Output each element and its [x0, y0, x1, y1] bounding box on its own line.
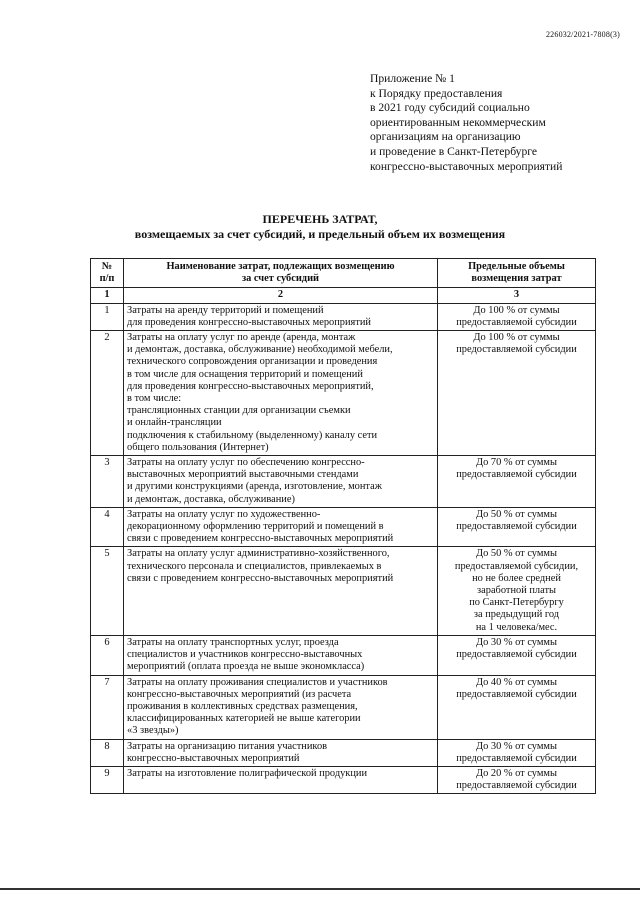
row-number: 5	[91, 547, 124, 635]
header-num	[91, 259, 124, 288]
header-row	[91, 259, 596, 288]
cost-name-cell	[124, 331, 438, 456]
limit-cell	[438, 547, 596, 635]
cost-name-line: связи с проведением конгрессно-выставочных мероприятий	[127, 533, 394, 545]
limit-cell	[438, 675, 596, 739]
cost-name-cell	[124, 766, 438, 793]
limit-line: предоставляемой субсидии	[456, 469, 577, 481]
appendix-line: и проведение в Санкт-Петербурге	[370, 144, 537, 158]
document-id: 226032/2021-7808(3)	[545, 30, 620, 39]
cost-name-line: и другими конструкциями (аренда, изготовление, монтаж	[127, 481, 382, 493]
cost-name-line: выставочных мероприятий выставочными стендами	[127, 469, 359, 481]
cost-name-line: «3 звезды»)	[127, 725, 179, 737]
limit-line: До 20 % от суммы	[476, 767, 557, 779]
column-number: 1	[91, 288, 124, 303]
header-text: Предельные объемы	[468, 261, 565, 272]
cost-name-line: конгрессно-выставочных мероприятий (из расчета	[127, 688, 352, 700]
cost-name-line: Затраты на оплату транспортных услуг, проезда	[127, 636, 339, 648]
cost-name-line: проживания в коллективных средствах размещения,	[127, 700, 358, 712]
table-row	[91, 507, 596, 547]
cost-name-line: Затраты на оплату услуг по аренде (аренда, монтаж	[127, 332, 356, 344]
limit-line: До 100 % от суммы	[473, 304, 560, 316]
cost-name-line: конгрессно-выставочных мероприятий	[127, 752, 300, 764]
cost-name-line: мероприятий (оплата проезда не выше экономкласса)	[127, 661, 365, 673]
table-row	[91, 739, 596, 766]
row-number: 7	[91, 675, 124, 739]
header-limit	[438, 259, 596, 288]
cost-table	[90, 258, 596, 794]
limit-cell	[438, 303, 596, 330]
cost-name-line: общего пользования (Интернет)	[127, 441, 269, 453]
appendix-line: конгрессно-выставочных мероприятий	[370, 159, 563, 173]
cost-name-line: подключения к стабильному (выделенному) каналу сети	[127, 429, 378, 441]
table-row	[91, 635, 596, 675]
limit-line: предоставляемой субсидии	[456, 688, 577, 700]
cost-name-line: для проведения конгрессно-выставочных мероприятий	[127, 316, 371, 328]
header-text: возмещения затрат	[471, 273, 562, 285]
appendix-line: ориентированным некоммерческим	[370, 115, 546, 129]
column-number: 3	[438, 288, 596, 303]
cost-name-line: и демонтаж, доставка, обслуживание)	[127, 493, 295, 505]
appendix-note	[370, 72, 630, 174]
table-row	[91, 547, 596, 635]
limit-line: предоставляемой субсидии	[456, 521, 577, 533]
title-line-2: возмещаемых за счет субсидий, и предельный объем их возмещения	[134, 227, 506, 241]
table-row	[91, 456, 596, 508]
limit-line: предоставляемой субсидии	[456, 649, 577, 661]
limit-line: за предыдущий год	[473, 609, 560, 621]
row-number: 9	[91, 766, 124, 793]
cost-name-line: трансляционных станции для организации съемки	[127, 405, 351, 417]
appendix-line: организациям на организацию	[370, 130, 521, 144]
limit-cell	[438, 507, 596, 547]
limit-line: предоставляемой субсидии	[456, 752, 577, 764]
cost-name-line: и онлайн-трансляции	[127, 417, 222, 429]
cost-name-line: связи с проведением конгрессно-выставочных мероприятий	[127, 572, 394, 584]
limit-line: заработной платы	[477, 585, 556, 597]
cost-name-cell	[124, 739, 438, 766]
cost-name-line: для проведения конгрессно-выставочных мероприятий,	[127, 380, 374, 392]
column-number-row	[91, 288, 596, 303]
column-number: 2	[124, 288, 438, 303]
limit-line: До 40 % от суммы	[476, 676, 557, 688]
limit-cell	[438, 331, 596, 456]
limit-line: предоставляемой субсидии,	[454, 560, 579, 572]
limit-cell	[438, 456, 596, 508]
cost-name-line: Затраты на оплату услуг по художественно-	[127, 508, 321, 520]
limit-line: До 50 % от суммы	[476, 508, 557, 520]
header-name	[124, 259, 438, 288]
cost-name-cell	[124, 547, 438, 635]
cost-name-line: Затраты на оплату проживания специалистов и участников	[127, 676, 388, 688]
cost-name-cell	[124, 675, 438, 739]
title-line-1: ПЕРЕЧЕНЬ ЗАТРАТ,	[262, 212, 378, 226]
cost-name-line: Затраты на изготовление полиграфической продукции	[127, 767, 368, 779]
table-row	[91, 766, 596, 793]
limit-line: До 70 % от суммы	[476, 457, 557, 469]
cost-name-line: в том числе для оснащения территорий и помещений	[127, 368, 363, 380]
limit-line: До 100 % от суммы	[473, 332, 560, 344]
cost-name-line: технического персонала и специалистов, привлекаемых в	[127, 560, 382, 572]
limit-line: но не более средней	[472, 572, 561, 584]
row-number: 6	[91, 635, 124, 675]
limit-line: предоставляемой субсидии	[456, 344, 577, 356]
appendix-line: Приложение № 1	[370, 72, 455, 85]
header-text: за счет субсидий	[241, 273, 320, 285]
limit-cell	[438, 766, 596, 793]
cost-name-cell	[124, 456, 438, 508]
limit-line: предоставляемой субсидии	[456, 316, 577, 328]
limit-line: по Санкт-Петербургу	[469, 597, 564, 609]
cost-name-line: технического сопровождения организации и проведения	[127, 356, 378, 368]
row-number: 8	[91, 739, 124, 766]
row-number: 2	[91, 331, 124, 456]
table-row	[91, 303, 596, 330]
limit-line: До 30 % от суммы	[476, 636, 557, 648]
bottom-rule	[0, 888, 640, 890]
cost-name-line: Затраты на оплату услуг по обеспечению конгрессно-	[127, 457, 365, 469]
cost-name-cell	[124, 635, 438, 675]
row-number: 4	[91, 507, 124, 547]
header-text: №	[101, 261, 113, 272]
cost-name-line: в том числе:	[127, 393, 182, 405]
limit-cell	[438, 635, 596, 675]
appendix-line: в 2021 году субсидий социально	[370, 101, 530, 115]
table-row	[91, 331, 596, 456]
appendix-line: к Порядку предоставления	[370, 86, 503, 100]
cost-name-line: и демонтаж, доставка, обслуживание) необходимой мебели,	[127, 344, 393, 356]
cost-name-line: Затраты на аренду территорий и помещений	[127, 304, 324, 316]
limit-cell	[438, 739, 596, 766]
limit-line: предоставляемой субсидии	[456, 780, 577, 792]
limit-line: на 1 человека/мес.	[475, 621, 558, 633]
cost-name-line: специалистов и участников конгрессно-выставочных	[127, 649, 363, 661]
cost-name-cell	[124, 507, 438, 547]
row-number: 3	[91, 456, 124, 508]
cost-name-cell	[124, 303, 438, 330]
row-number: 1	[91, 303, 124, 330]
page-title	[0, 212, 640, 242]
limit-line: До 50 % от суммы	[476, 548, 557, 560]
limit-line: До 30 % от суммы	[476, 740, 557, 752]
table-row	[91, 675, 596, 739]
cost-name-line: Затраты на организацию питания участников	[127, 740, 328, 752]
cost-name-line: декорационному оформлению территорий и помещений в	[127, 521, 384, 533]
cost-name-line: классифицированных категорией не выше категории	[127, 713, 361, 725]
header-text: Наименование затрат, подлежащих возмещению	[166, 261, 395, 272]
header-text: п/п	[99, 273, 115, 285]
cost-name-line: Затраты на оплату услуг административно-хозяйственного,	[127, 548, 390, 560]
